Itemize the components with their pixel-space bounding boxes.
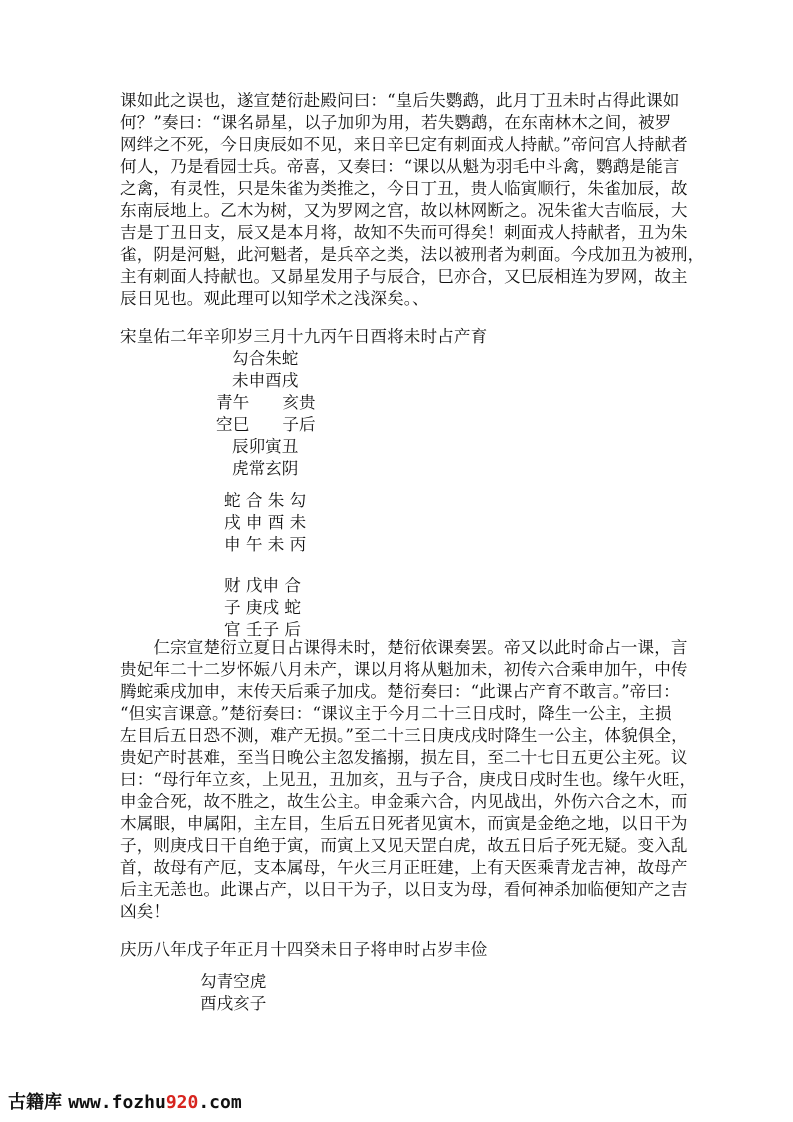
text-line: 网绊之不死，今日庚辰如不见，来日辛巳定有刺面戎人持献。”帝问宫人持献者 xyxy=(120,135,688,154)
text-line: 首，故母有产厄，支本属母，午火三月正旺建，上有天医乘青龙吉神，故母产 xyxy=(120,858,688,877)
text-line: 左目后五日恐不测，难产无损。”至二十三日庚戌戌时降生一公主，体貌俱全， xyxy=(120,726,688,745)
plate-line: 青午 亥贵 xyxy=(216,393,316,412)
text-line: 辰日见也。观此理可以知学术之浅深矣。、 xyxy=(120,289,429,308)
lesson-line: 蛇 合 朱 勾 xyxy=(224,491,307,510)
text-line: 木属眼，申属阳，主左目，生后五日死者见寅木，而寅是金绝之地，以日干为 xyxy=(120,814,688,833)
transmission-line: 子 庚戌 蛇 xyxy=(224,598,301,617)
url-number: 920 xyxy=(165,1092,199,1113)
text-line: 凶矣！ xyxy=(120,902,171,921)
text-line: 子，则庚戌日干自绝于寅，而寅上又见天罡白虎，故五日后子死无疑。变入乱 xyxy=(120,836,688,855)
plate-line: 空巳 子后 xyxy=(216,415,316,434)
text-line: 申金合死，故不胜之，故生公主。申金乘六合，内见战出，外伤六合之木，而 xyxy=(120,792,688,811)
text-line: 东南辰地上。乙木为树，又为罗网之宫，故以林网断之。况朱雀大吉临辰，大 xyxy=(120,201,688,220)
plate-line: 酉戌亥子 xyxy=(200,994,267,1013)
plate-line: 未申酉戌 xyxy=(232,371,299,390)
transmission-line: 官 壬子 后 xyxy=(224,620,301,639)
lesson-line: 申 午 未 丙 xyxy=(224,535,307,554)
url-prefix: www.fozhu xyxy=(68,1092,166,1113)
plate-line: 勾合朱蛇 xyxy=(232,349,299,368)
url-suffix: .com xyxy=(198,1092,242,1113)
transmission-line: 财 戊申 合 xyxy=(224,576,301,595)
text-line: 主有刺面人持献也。又昴星发用子与辰合，巳亦合，又巳辰相连为罗网，故主 xyxy=(120,267,688,286)
text-line: 之禽，有灵性，只是朱雀为类推之，今日丁丑，贵人临寅顺行，朱雀加辰，故 xyxy=(120,179,688,198)
text-line: 雀，阴是河魁，此河魁者，是兵卒之类，法以被刑者为刺面。今戌加丑为被刑， xyxy=(120,245,705,264)
text-line: 贵妃年二十二岁怀娠八月未产，课以月将从魁加未，初传六合乘申加午，中传 xyxy=(120,660,688,679)
lesson-line: 戌 申 酉 未 xyxy=(224,513,307,532)
text-line: 课如此之误也，遂宣楚衍赴殿问曰：“皇后失鹦鹉，此月丁丑未时占得此课如 xyxy=(120,91,680,110)
plate-line: 虎常玄阴 xyxy=(232,459,299,478)
text-line: “但实言课意。”楚衍奏曰：“课议主于今月二十三日戌时，降生一公主，主损 xyxy=(120,704,672,723)
text-line: 贵妃产时甚难，至当日晚公主忽发搐搦，损左目，至二十七日五更公主死。议 xyxy=(120,748,688,767)
text-line: 仁宗宣楚衍立夏日占课得未时，楚衍依课奏罢。帝又以此时命占一课，言 xyxy=(120,638,688,657)
site-watermark xyxy=(8,1089,242,1117)
text-line: 腾蛇乘戌加申，末传天后乘子加戌。楚衍奏曰：“此课占产育不敢言。”帝曰： xyxy=(120,682,680,701)
watermark-url xyxy=(68,1092,241,1113)
section-heading: 庆历八年戊子年正月十四癸未日子将申时占岁丰俭 xyxy=(120,940,488,959)
plate-line: 辰卯寅丑 xyxy=(232,437,299,456)
plate-line: 勾青空虎 xyxy=(200,972,267,991)
text-line: 曰：“母行年立亥，上见丑，丑加亥，丑与子合，庚戌日戌时生也。缘午火旺， xyxy=(120,770,697,789)
section-heading: 宋皇佑二年辛卯岁三月十九丙午日酉将未时占产育 xyxy=(120,327,488,346)
text-line: 吉是丁丑日支，辰又是本月将，故知不失而可得矣！刺面戎人持献者，丑为朱 xyxy=(120,223,688,242)
watermark-brand: 古籍库 xyxy=(8,1092,62,1113)
text-line: 后主无恙也。此课占产，以日干为子，以日支为母，看何神杀加临便知产之吉 xyxy=(120,880,688,899)
text-line: 何？”奏曰：“课名昴星，以子加卯为用，若失鹦鹉，在东南林木之间，被罗 xyxy=(120,113,672,132)
text-line: 何人，乃是看园士兵。帝喜，又奏曰：“课以从魁为羽毛中斗禽，鹦鹉是能言 xyxy=(120,157,680,176)
